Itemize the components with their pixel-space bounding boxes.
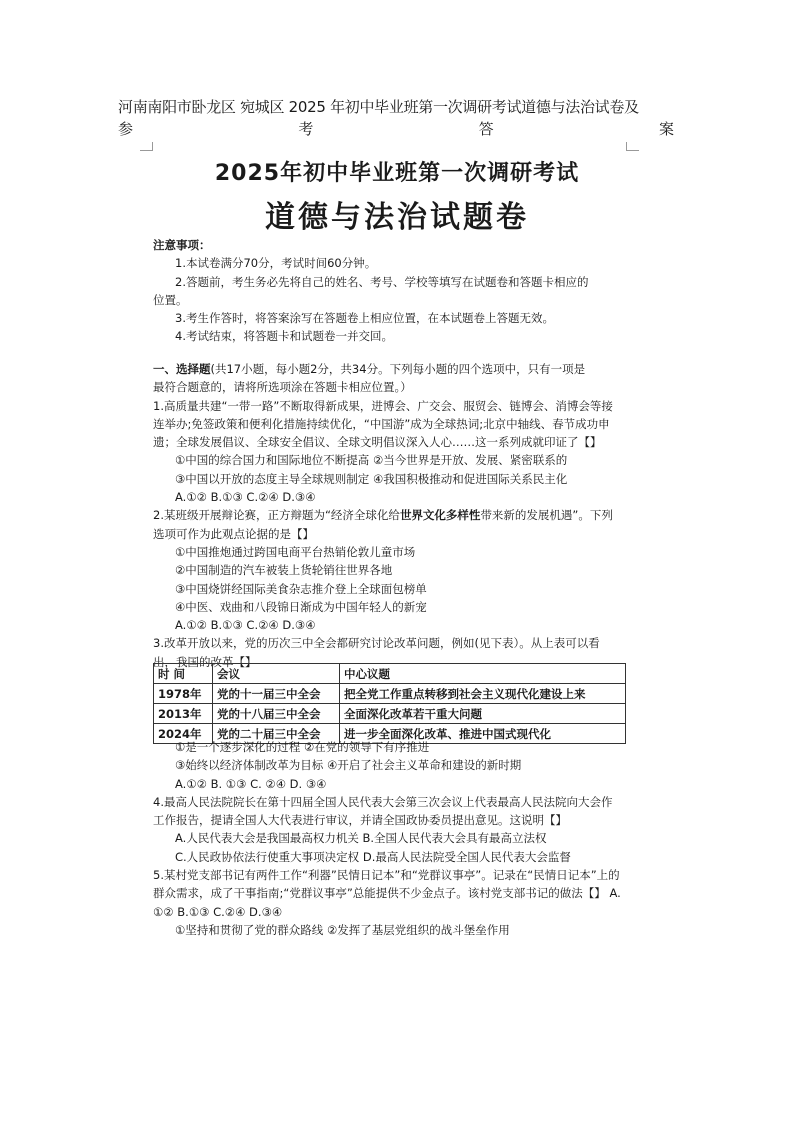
q3-line: 出，我国的改革【】 <box>153 654 257 669</box>
section-heading-line <box>153 360 633 378</box>
section-instructions-2: 最符合题意的，请将所选项涂在答题卡相应位置。） <box>153 380 412 395</box>
q2-option: ④中医、戏曲和八段锦日渐成为中国年轻人的新宠 <box>175 599 427 614</box>
section-heading: 一、选择题 <box>153 362 211 376</box>
table-cell: 1978年 <box>154 684 213 704</box>
title-char: 考 <box>298 120 314 138</box>
title-line-1: 河南南阳市卧龙区 宛城区 2025 年初中毕业班第一次调研考试道德与法治试卷及 <box>118 98 639 116</box>
table-cell: 进一步全面深化改革、推进中国式现代化 <box>340 724 626 744</box>
q3-option: ③始终以经济体制改革为目标 ④开启了社会主义革命和建设的新时期 <box>175 758 522 773</box>
q4-option: A.人民代表大会是我国最高权力机关 B.全国人民代表大会具有最高立法权 <box>175 831 547 846</box>
section-1 <box>153 360 633 671</box>
section-instructions: (共17小题，每小题2分，共34分。下列每小题的四个选项中，只有一项是 <box>210 362 586 376</box>
q4-option: C.人民政协依法行使重大事项决定权 D.最高人民法院受全国人民代表大会监督 <box>175 849 571 864</box>
q4-line: 4.最高人民法院院长在第十四届全国人民代表大会第三次会议上代表最高人民法院向大会作 <box>153 794 613 809</box>
note-item: 2.答题前，考生务必先将自己的姓名、考号、学校等填写在试题卷和答题卡相应的 <box>175 274 589 289</box>
table-cell: 2013年 <box>154 704 213 724</box>
title-line-2 <box>118 118 674 140</box>
note-item: 3.考生作答时，将答案涂写在答题卷上相应位置，在本试题卷上答题无效。 <box>175 311 554 326</box>
crop-mark-left <box>140 142 153 151</box>
q2-line <box>153 506 633 524</box>
table-row <box>154 684 626 704</box>
table-cell: 把全党工作重点转移到社会主义现代化建设上来 <box>340 684 626 704</box>
q4-line: 工作报告，提请全国人大代表进行审议，并请全国政协委员提出意见。这说明【】 <box>153 813 567 828</box>
note-item: 位置。 <box>153 292 188 307</box>
q1-option: ③中国以开放的态度主导全球规则制定 ④我国积极推动和促进国际关系民主化 <box>175 471 568 486</box>
q2-line: 选项可作为此观点论据的是【】 <box>153 526 314 541</box>
q3-answers: A.①② B. ①③ C. ②④ D. ③④ <box>175 776 327 791</box>
q1-line: 遗；全球发展倡议、全球安全倡议、全球文明倡议深入人心……这一系列成就印证了【】 <box>153 435 602 450</box>
table-header: 中心议题 <box>340 664 626 684</box>
q2-answers: A.①② B.①③ C.②④ D.③④ <box>175 618 316 633</box>
table-header: 时 间 <box>154 664 213 684</box>
q1-answers: A.①② B.①③ C.②④ D.③④ <box>175 490 316 505</box>
q1-option: ①中国的综合国力和国际地位不断提高 ②当今世界是开放、发展、紧密联系的 <box>175 453 568 468</box>
q2-text: 2.某班级开展辩论赛，正方辩题为“经济全球化给 <box>153 508 400 523</box>
q3-option: ①是一个逐步深化的过程 ②在党的领导下有序推进 <box>175 740 430 754</box>
q2-text: 带来新的发展机遇”。下列 <box>480 508 613 523</box>
note-item: 1.本试卷满分70分，考试时间60分钟。 <box>175 256 377 271</box>
table-cell: 党的十一届三中全会 <box>213 684 340 704</box>
table-cell: 党的十八届三中全会 <box>213 704 340 724</box>
title-char: 答 <box>478 120 494 138</box>
q5-line: ①② B.①③ C.②④ D.③④ <box>153 904 283 919</box>
q2-option: ①中国推炮通过跨国电商平台热销伦敦儿童市场 <box>175 544 416 559</box>
note-item: 4.考试结束，将答题卡和试题卷一并交回。 <box>175 329 393 344</box>
table-cell: 全面深化改革若干重大问题 <box>340 704 626 724</box>
section-1-cont <box>153 738 633 939</box>
q1-line: 连举办;免签政策和便利化措施持续优化，“中国游”成为全球热词;北京中轴线、春节成功申 <box>153 416 610 431</box>
table-cell: 党的二十届三中全会 <box>213 724 340 744</box>
notes-heading: 注意事项： <box>153 238 211 252</box>
q5-line: 群众需求，成了干事指南;“党群议事亭”总能提供不少金点子。该村党支部书记的做法【】 A. <box>153 886 621 901</box>
q5-option: ①坚持和贯彻了党的群众路线 ②发挥了基层党组织的战斗堡垒作用 <box>175 922 510 937</box>
q2-option: ③中国烧饼经国际美食杂志推介登上全球面包榜单 <box>175 581 427 596</box>
crop-mark-right <box>626 142 639 151</box>
document-title <box>118 96 674 140</box>
reform-table <box>153 663 626 744</box>
table-header-row <box>154 664 626 684</box>
q2-emphasis: 世界文化多样性 <box>399 508 481 523</box>
q3-line: 3.改革开放以来，党的历次三中全会都研究讨论改革问题，例如(见下表）。从上表可以看 <box>153 636 600 651</box>
table-cell: 2024年 <box>154 724 213 744</box>
q2-option: ②中国制造的汽车被装上货轮销往世界各地 <box>175 563 393 578</box>
table-row <box>154 704 626 724</box>
notes-section <box>153 236 633 346</box>
exam-title: 2025年初中毕业班第一次调研考试 <box>214 161 580 186</box>
table-header: 会议 <box>213 664 340 684</box>
title-char: 案 <box>658 120 674 138</box>
exam-subtitle: 道德与法治试题卷 <box>265 200 529 235</box>
title-char: 参 <box>118 120 134 138</box>
q5-line: 5.某村党支部书记有两件工作“利器”民情日记本”和“党群议事亭”。记录在“民情日记本”上的 <box>153 868 620 883</box>
q1-line: 1.高质量共建“一带一路”不断取得新成果，进博会、广交会、服贸会、链博会、消博会等接 <box>153 398 613 413</box>
